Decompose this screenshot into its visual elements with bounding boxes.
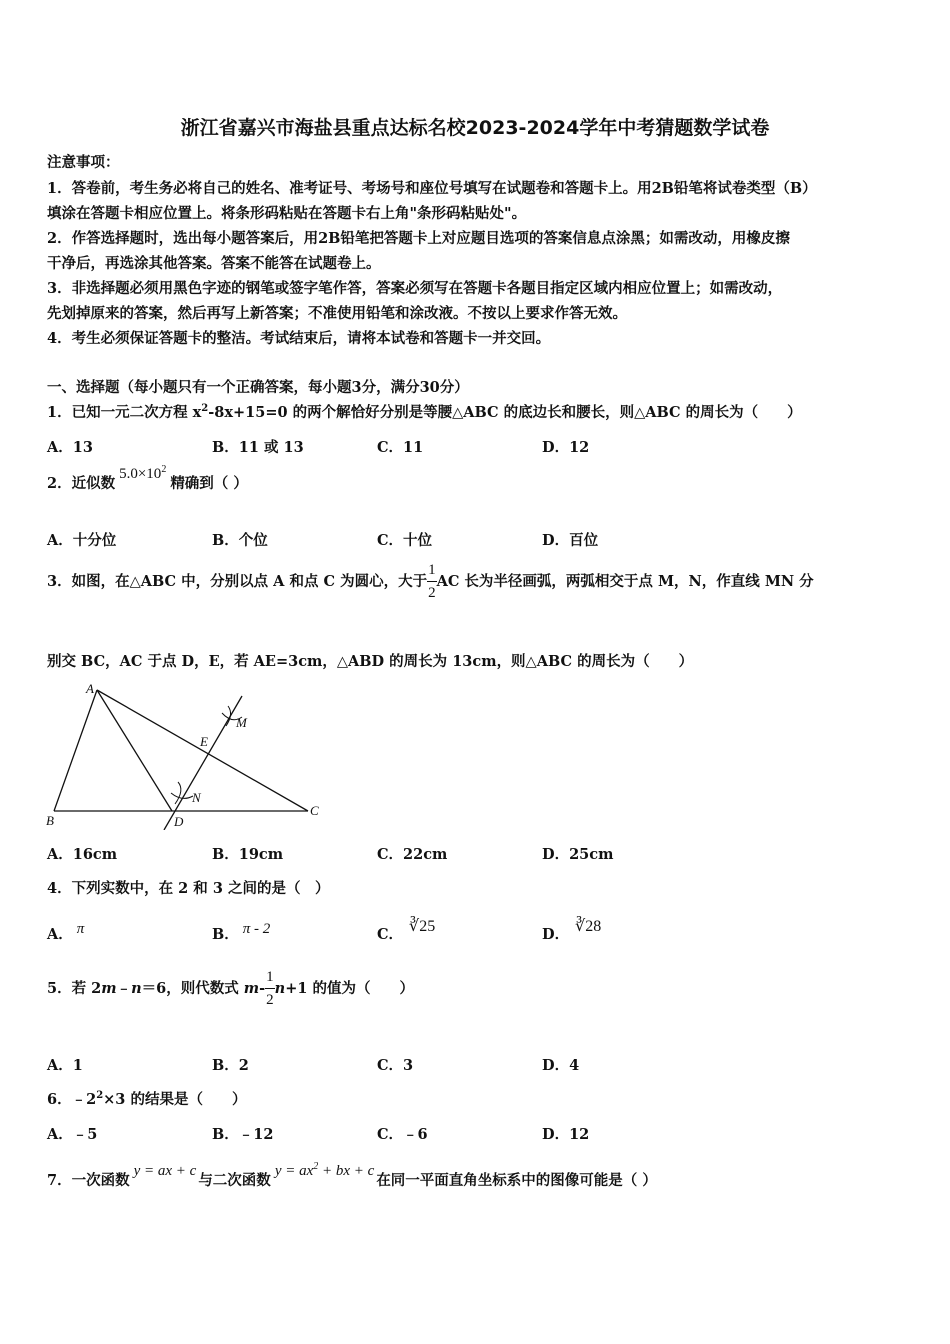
question-1-stem: 1．已知一元二次方程 $x^2-8x+15=0$ 的两个解恰好分别是等腰△ABC 的底边长和腰长，则△ABC 的周长为（ ） [47, 403, 802, 421]
section-heading: 一、选择题（每小题只有一个正确答案，每小题3分，满分30分） [47, 379, 469, 396]
question-5-stem: 5．若 2m﹣n＝6，则代数式 m- $\frac{1}{2}$ n+1 的值为（ ） [47, 969, 414, 1008]
q1-option-a: A．13 [47, 439, 93, 456]
triangle-figure [40, 680, 330, 830]
q3-option-a: A．16cm [47, 846, 118, 863]
notice-line: 3．非选择题必须用黑色字迹的钢笔或签字笔作答，答案必须写在答题卡各题目指定区域内相应位置上；如需改动， [47, 280, 783, 297]
label-a: A [86, 681, 94, 696]
q1-option-d: D．12 [542, 439, 590, 456]
notice-line: 先划掉原来的答案，然后再写上新答案；不准使用铅笔和涂改液。不按以上要求作答无效。 [47, 305, 627, 322]
q5-option-b: B．2 [212, 1057, 249, 1074]
question-2-stem: 2．近似数$5.0\times 10^2$精确到（ ） [47, 464, 248, 492]
question-3-line2: 别交 BC，AC 于点 D，E，若 AE=3cm，△ABD 的周长为 13cm，则△ABC 的周长为（ ） [47, 653, 694, 670]
q6-option-b: B．﹣12 [212, 1126, 274, 1143]
label-c: C [310, 803, 319, 818]
q2-option-b: B．个位 [212, 532, 268, 549]
q6-option-c: C．﹣6 [377, 1126, 428, 1143]
q2-option-d: D．百位 [542, 532, 599, 549]
label-e: E [200, 734, 208, 749]
q2-option-a: A．十分位 [47, 532, 117, 549]
q3-option-c: C．22cm [377, 846, 448, 863]
q5-option-a: A．1 [47, 1057, 83, 1074]
label-n: N [192, 790, 201, 805]
notice-line: 填涂在答题卡相应位置上。将条形码粘贴在答题卡右上角"条形码粘贴处"。 [47, 205, 527, 222]
q3-option-b: B．19cm [212, 846, 284, 863]
notice-heading: 注意事项： [47, 154, 120, 171]
question-3-stem: 3．如图，在△ABC 中，分别以点 A 和点 C 为圆心，大于 $\frac{1}{2}$ AC 长为半径画弧，两弧相交于点 M，N，作直线 MN 分 [47, 562, 814, 601]
notice-line: 2．作答选择题时，选出每小题答案后，用2B铅笔把答题卡上对应题目选项的答案信息点涂黑；如需改动，用橡皮擦 [47, 230, 790, 247]
q5-option-c: C．3 [377, 1057, 414, 1074]
label-d: D [174, 814, 184, 829]
q4-option-c: C． ∛25 [377, 918, 436, 943]
q6-option-d: D．12 [542, 1126, 590, 1143]
q1-option-b: B．11 或 13 [212, 439, 304, 456]
question-7-stem: 7．一次函数y = ax + c与二次函数$y = ax^2$ + bx + c在同一平面直角坐标系中的图像可能是（ ） [47, 1161, 657, 1189]
q4-option-b: B． π - 2 [212, 921, 271, 943]
notice-line: 干净后，再选涂其他答案。答案不能答在试题卷上。 [47, 255, 381, 272]
q5-option-d: D．4 [542, 1057, 580, 1074]
notice-line: 4．考生必须保证答题卡的整洁。考试结束后，请将本试卷和答题卡一并交回。 [47, 330, 551, 347]
q4-option-a: A． π [47, 921, 85, 943]
question-4-stem: 4．下列实数中，在 2 和 3 之间的是（ ） [47, 880, 330, 897]
page-title: 浙江省嘉兴市海盐县重点达标名校2023-2024学年中考猜题数学试卷 [180, 117, 770, 139]
notice-line: 1．答卷前，考生务必将自己的姓名、准考证号、考场号和座位号填写在试题卷和答题卡上。用2B铅笔将试卷类型（B） [47, 180, 817, 197]
label-b: B [46, 813, 54, 828]
q3-option-d: D．25cm [542, 846, 614, 863]
q2-option-c: C．十位 [377, 532, 433, 549]
q1-option-c: C．11 [377, 439, 424, 456]
label-m: M [236, 715, 247, 730]
q4-option-d: D． ∛28 [542, 918, 602, 943]
question-6-stem: 6．$﹣2^2\times 3$ 的结果是（ ） [47, 1090, 247, 1108]
q6-option-a: A．﹣5 [47, 1126, 98, 1143]
